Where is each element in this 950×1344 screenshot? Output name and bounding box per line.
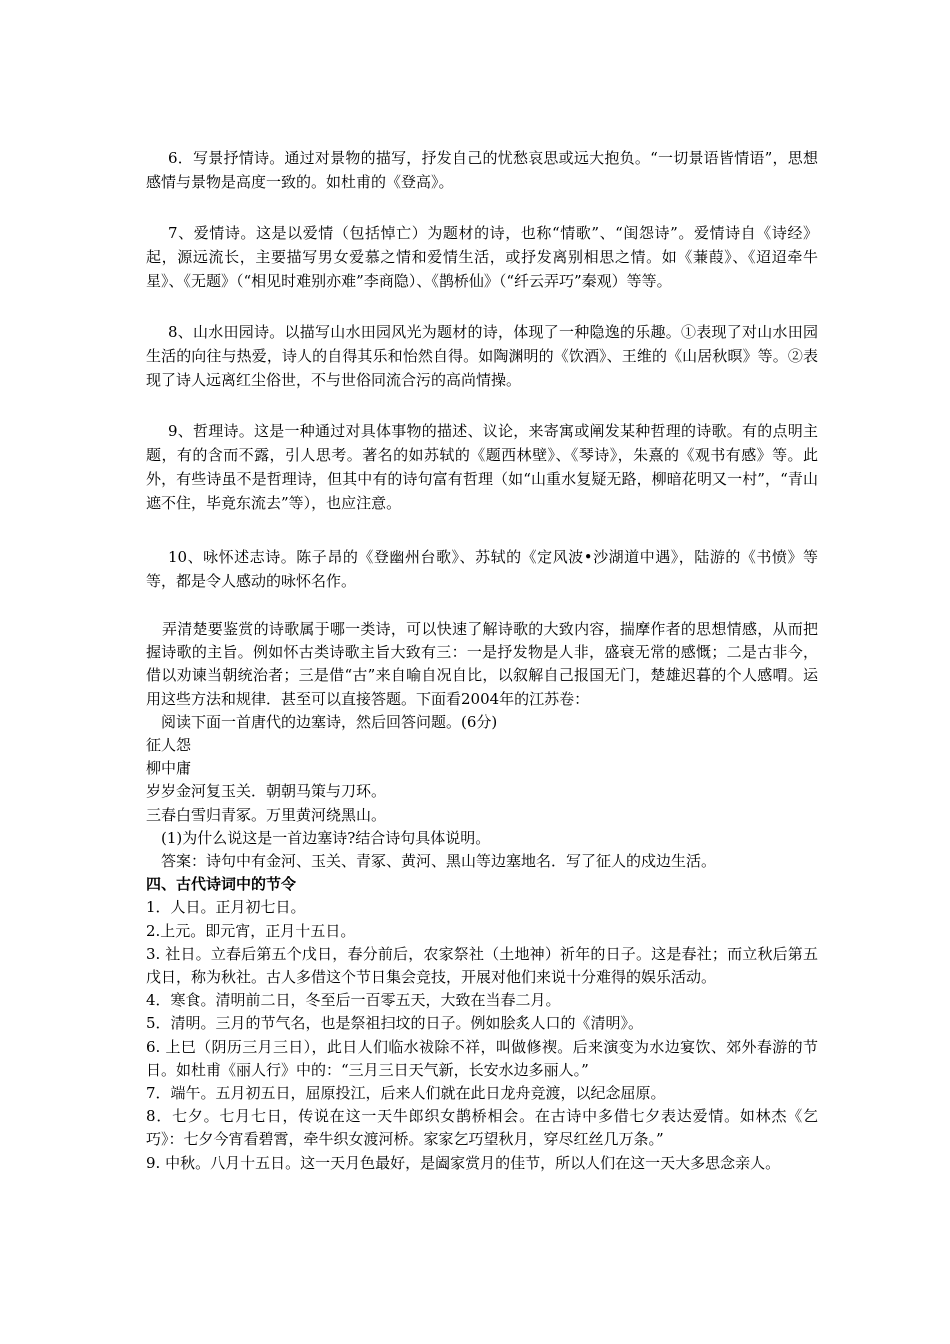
poem-line-1: 岁岁金河复玉关．朝朝马策与刀环。 xyxy=(146,782,387,801)
festival-item-8: 8．七夕。七月七日，传说在这一天牛郎织女鹊桥相会。在古诗中多借七夕表达爱情。如林杰《乞巧》：七夕今宵看碧霄，牵牛织女渡河桥。家家乞巧望秋月，穿尽红丝几万条。” xyxy=(146,1107,818,1149)
paragraph-scenery-poems: 6．写景抒情诗。通过对景物的描写，抒发自己的忧愁哀思或远大抱负。“一切景语皆情语”，思想感情与景物是高度一致的。如杜甫的《登高》。 xyxy=(146,149,818,191)
poem-title: 征人怨 xyxy=(146,736,192,755)
festival-item-5: 5．清明。三月的节气名，也是祭祖扫坟的日子。例如脍炙人口的《清明》。 xyxy=(146,1014,644,1033)
exam-question: (1)为什么说这是一首边塞诗?结合诗句具体说明。 xyxy=(161,828,491,847)
section-heading-festivals: 四、古代诗词中的节令 xyxy=(146,875,297,894)
exam-answer: 答案：诗句中有金河、玉关、青冢、黄河、黑山等边塞地名．写了征人的戍边生活。 xyxy=(161,852,717,871)
paragraph-intro: 弄清楚要鉴赏的诗歌属于哪一类诗，可以快速了解诗歌的大致内容，揣摩作者的思想情感，从而把握诗歌的主旨。例如怀古类诗歌主旨大致有三：一是抒发物是人非，盛衰无常的感慨；二是古非今，借以劝谏当朝统治者；三是借“古”来自喻自况自比，以叙解自己报国无门，楚雄迟暮的个人感喟。运用这些方法和规律．甚至可以直接答题。下面看2004年的江苏卷： xyxy=(146,620,818,708)
paragraph-pastoral-poems: 8、山水田园诗。以描写山水田园风光为题材的诗，体现了一种隐逸的乐趣。①表现了对山水田园生活的向往与热爱，诗人的自得其乐和怡然自得。如陶渊明的《饮酒》、王维的《山居秋暝》等。②表现了诗人远离红尘俗世，不与世俗同流合污的高尚情操。 xyxy=(146,323,818,389)
paragraph-aspiration-poems: 10、咏怀述志诗。陈子昂的《登幽州台歌》、苏轼的《定风波•沙湖道中遇》，陆游的《书愤》等等，都是令人感动的咏怀名作。 xyxy=(146,548,818,590)
festival-item-9: 9. 中秋。八月十五日。这一天月色最好，是阖家赏月的佳节，所以人们在这一天大多思念亲人。 xyxy=(146,1153,781,1172)
festival-item-7: 7．端午。五月初五日，屈原投江，后来人们就在此日龙舟竞渡，以纪念屈原。 xyxy=(146,1084,666,1103)
poem-line-2: 三春白雪归青冢。万里黄河绕黑山。 xyxy=(146,805,387,824)
exam-prompt: 阅读下面一首唐代的边塞诗，然后回答问题。(6分) xyxy=(161,712,498,731)
poem-author: 柳中庸 xyxy=(146,759,192,778)
festival-item-2: 2.上元。即元宵，正月十五日。 xyxy=(146,921,356,940)
festival-item-3: 3. 社日。立春后第五个戊日，春分前后，农家祭社（土地神）祈年的日子。这是春社；而立秋后第五戊日，称为秋社。古人多借这个节日集会竞技，开展对他们来说十分难得的娱乐活动。 xyxy=(146,944,818,987)
festival-item-1: 1．人日。正月初七日。 xyxy=(146,898,306,917)
exam-section xyxy=(146,618,818,1175)
document-page xyxy=(146,146,818,1175)
festival-item-4: 4．寒食。清明前二日，冬至后一百零五天，大致在当春二月。 xyxy=(146,991,561,1010)
festival-item-6: 6. 上巳（阴历三月三日），此日人们临水祓除不祥，叫做修禊。后来演变为水边宴饮、郊外春游的节日。如杜甫《丽人行》中的：“三月三日天气新，长安水边多丽人。” xyxy=(146,1037,818,1079)
paragraph-love-poems: 7、爱情诗。这是以爱情（包括悼亡）为题材的诗，也称“情歌”、“闺怨诗”。爱情诗自《诗经》起，源远流长，主要描写男女爱慕之情和爱情生活，或抒发离别相思之情。如《蒹葭》、《迢迢牵牛星》、《无题》（“相见时难别亦难”李商隐）、《鹊桥仙》（“纤云弄巧”秦观）等等。 xyxy=(146,224,818,290)
paragraph-philosophical-poems: 9、哲理诗。这是一种通过对具体事物的描述、议论，来寄寓或阐发某种哲理的诗歌。有的点明主题，有的含而不露，引人思考。著名的如苏轼的《题西林壁》、《琴诗》，朱熹的《观书有感》等。此外，有些诗虽不是哲理诗，但其中有的诗句富有哲理（如“山重水复疑无路，柳暗花明又一村”，“青山遮不住，毕竟东流去”等），也应注意。 xyxy=(146,422,818,512)
